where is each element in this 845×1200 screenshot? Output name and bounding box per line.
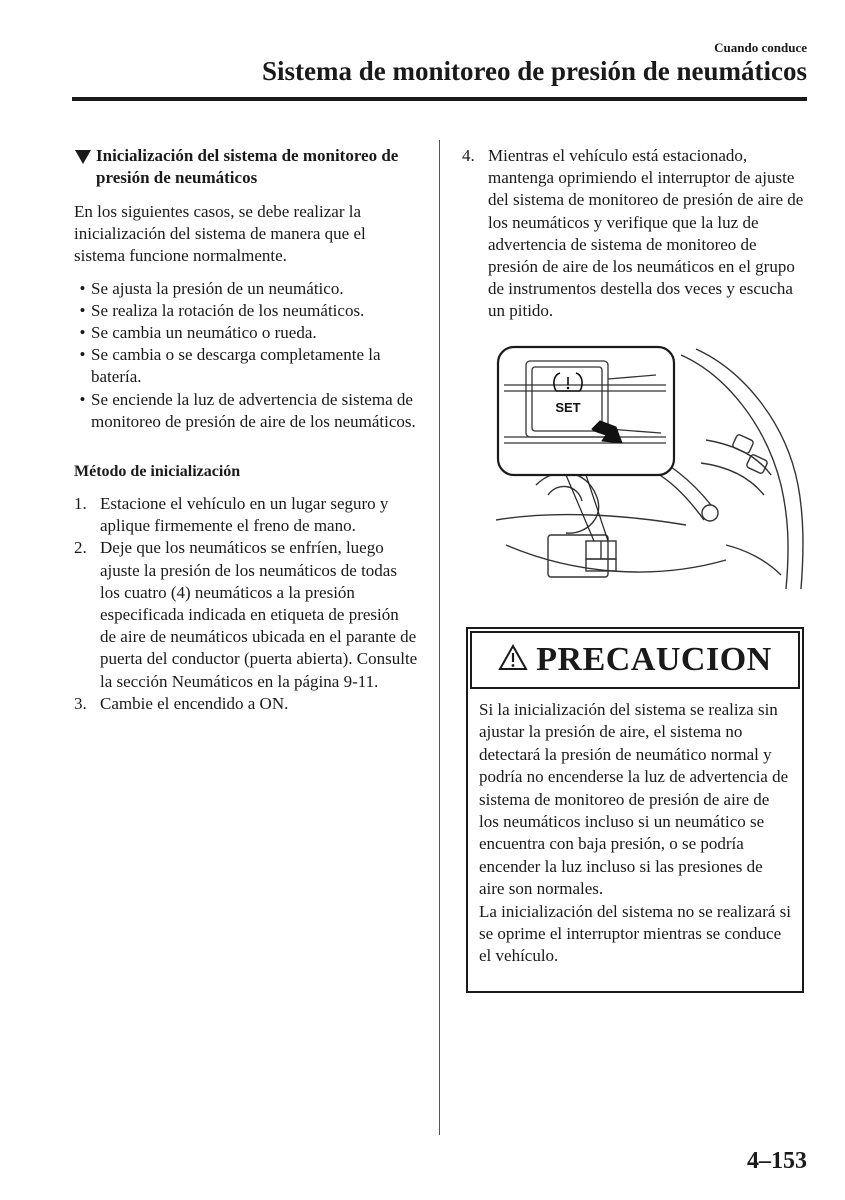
caution-body bbox=[468, 691, 802, 968]
caution-paragraph: Si la inicialización del sistema se realiza sin ajustar la presión de aire, el sistema no detectará la presión de neumático normal y podría no encenderse la luz de advertencia de sistema de monitoreo de presión de aire de los neumáticos incluso si un neumático se encuentra con baja presión, o se podría encender la luz incluso si las presiones de aire son normales. bbox=[479, 700, 789, 899]
step-item: 1. Estacione el vehículo en un lugar seguro y aplique firmemente el freno de mano. bbox=[74, 494, 389, 536]
dashboard-illustration-svg bbox=[496, 345, 806, 589]
step-list bbox=[74, 493, 419, 715]
section-label: Cuando conduce bbox=[714, 40, 807, 55]
page-number: 4–153 bbox=[747, 1148, 807, 1174]
intro-paragraph: En los siguientes casos, se debe realizar la inicialización del sistema de manera que el sistema funcione normalmente. bbox=[74, 202, 366, 266]
warning-triangle-icon bbox=[498, 644, 528, 676]
left-column bbox=[74, 145, 419, 715]
case-list bbox=[74, 278, 419, 433]
dashboard-illustration bbox=[496, 345, 806, 589]
right-column bbox=[462, 145, 807, 589]
list-item: • Se cambia o se descarga completamente la batería. bbox=[79, 345, 381, 387]
caution-paragraph: La inicialización del sistema no se realizará si se oprime el interruptor mientras se conduce el vehículo. bbox=[479, 901, 792, 966]
column-divider bbox=[439, 140, 440, 1135]
list-item: • Se enciende la luz de advertencia de sistema de monitoreo de presión de aire de los neumáticos. bbox=[79, 389, 416, 431]
section-heading-text: Inicialización del sistema de monitoreo de presión de neumáticos bbox=[96, 146, 399, 187]
caution-title: PRECAUCION bbox=[536, 641, 772, 678]
step-list bbox=[462, 145, 807, 323]
header-rule bbox=[72, 97, 807, 101]
list-item: • Se realiza la rotación de los neumáticos. bbox=[79, 300, 365, 320]
step-item: 3. Cambie el encendido a ON. bbox=[74, 693, 289, 713]
caution-header bbox=[470, 631, 800, 689]
section-heading bbox=[74, 145, 419, 189]
list-item: • Se ajusta la presión de un neumático. bbox=[79, 278, 344, 298]
triangle-marker-icon bbox=[74, 149, 96, 171]
set-button-label: SET bbox=[555, 399, 581, 415]
list-item: • Se cambia un neumático o rueda. bbox=[79, 323, 317, 343]
caution-box bbox=[466, 627, 804, 993]
page-title: Sistema de monitoreo de presión de neumáticos bbox=[262, 56, 807, 86]
step-item: 4. Mientras el vehículo está estacionado, mantenga oprimiendo el interruptor de ajuste del sistema de monitoreo de presión de aire de los neumáticos y verifique que la luz de advertencia de sistema de monitoreo de presión de aire de los neumáticos en el grupo de instrumentos destella dos veces y escucha un pitido. bbox=[462, 146, 804, 321]
method-heading: Método de inicialización bbox=[74, 463, 241, 481]
step-item: 2. Deje que los neumáticos se enfríen, luego ajuste la presión de los neumáticos de todas los cuatro (4) neumáticos a la presión especificada indicada en etiqueta de presión de aire de neumáticos ubicada en el parante de puerta del conductor (puerta abierta). Consulte la sección Neumáticos en la página 9-11. bbox=[74, 538, 418, 691]
